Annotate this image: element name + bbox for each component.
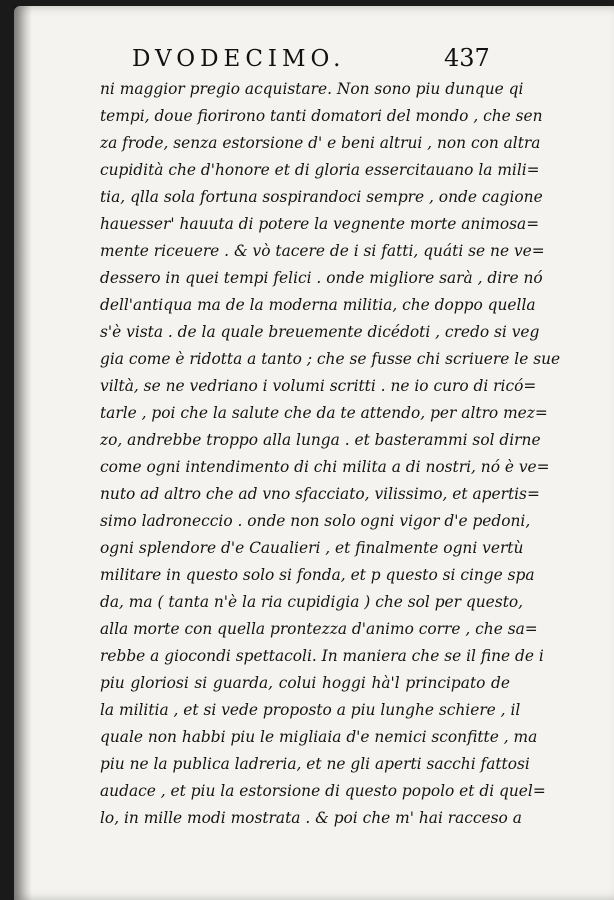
text-line: audace , et piu la estorsione di questo popolo et di quel= [100, 782, 546, 800]
text-line: nuto ad altro che ad vno sfacciato, vilissimo, et apertis= [100, 485, 540, 503]
text-line: come ogni intendimento di chi milita a di nostri, nó è ve= [100, 458, 550, 476]
text-line: viltà, se ne vedriano i volumi scritti . ne io curo di ricó= [100, 377, 537, 395]
text-line: lo, in mille modi mostrata . & poi che m' hai racceso a [100, 809, 522, 827]
text-line: militare in questo solo si fonda, et p questo si cinge spa [100, 566, 535, 584]
text-line: za frode, senza estorsione d' e beni altrui , non con altra [100, 134, 541, 152]
gutter-shadow [14, 6, 32, 900]
text-line: gia come è ridotta a tanto ; che se fusse chi scriuere le sue [100, 350, 561, 368]
text-line: cupidità che d'honore et di gloria essercitauano la mili= [100, 161, 540, 179]
text-line: tarle , poi che la salute che da te attendo, per altro mez= [100, 404, 548, 422]
text-line: hauesser' hauuta di potere la vegnente morte animosa= [100, 215, 540, 233]
text-line: tempi, doue fiorirono tanti domatori del mondo , che sen [100, 107, 543, 125]
text-line: dessero in quei tempi felici . onde migliore sarà , dire nó [100, 269, 543, 287]
text-line: quale non habbi piu le migliaia d'e nemici sconfitte , ma [100, 728, 538, 746]
body-text [100, 76, 561, 832]
text-line: alla morte con quella prontezza d'animo corre , che sa= [100, 620, 538, 638]
page-number: 437 [444, 44, 490, 72]
text-line: dell'antiqua ma de la moderna militia, che doppo quella [100, 296, 536, 314]
book-page [14, 6, 614, 900]
text-line: mente riceuere . & vò tacere de i si fatti, quáti se ne ve= [100, 242, 545, 260]
text-line: tia, qlla sola fortuna sospirandoci sempre , onde cagione [100, 188, 543, 206]
text-line: la militia , et si vede proposto a piu lunghe schiere , il [100, 701, 521, 719]
text-line: piu ne la publica ladreria, et ne gli aperti sacchi fattosi [100, 755, 530, 773]
text-line: ogni splendore d'e Caualieri , et finalmente ogni vertù [100, 539, 524, 557]
text-line: rebbe a giocondi spettacoli. In maniera che se il fine de i [100, 647, 544, 665]
text-line: zo, andrebbe troppo alla lunga . et basterammi sol dirne [100, 431, 541, 449]
text-line: simo ladroneccio . onde non solo ogni vigor d'e pedoni, [100, 512, 531, 530]
text-line: ni maggior pregio acquistare. Non sono piu dunque qi [100, 80, 524, 98]
running-head: DVODECIMO. [132, 46, 346, 72]
text-line: da, ma ( tanta n'è la ria cupidigia ) che sol per questo, [100, 593, 524, 611]
text-line: piu gloriosi si guarda, colui hoggi hà'l principato de [100, 674, 510, 692]
text-line: s'è vista . de la quale breuemente dicédoti , credo si veg [100, 323, 540, 341]
